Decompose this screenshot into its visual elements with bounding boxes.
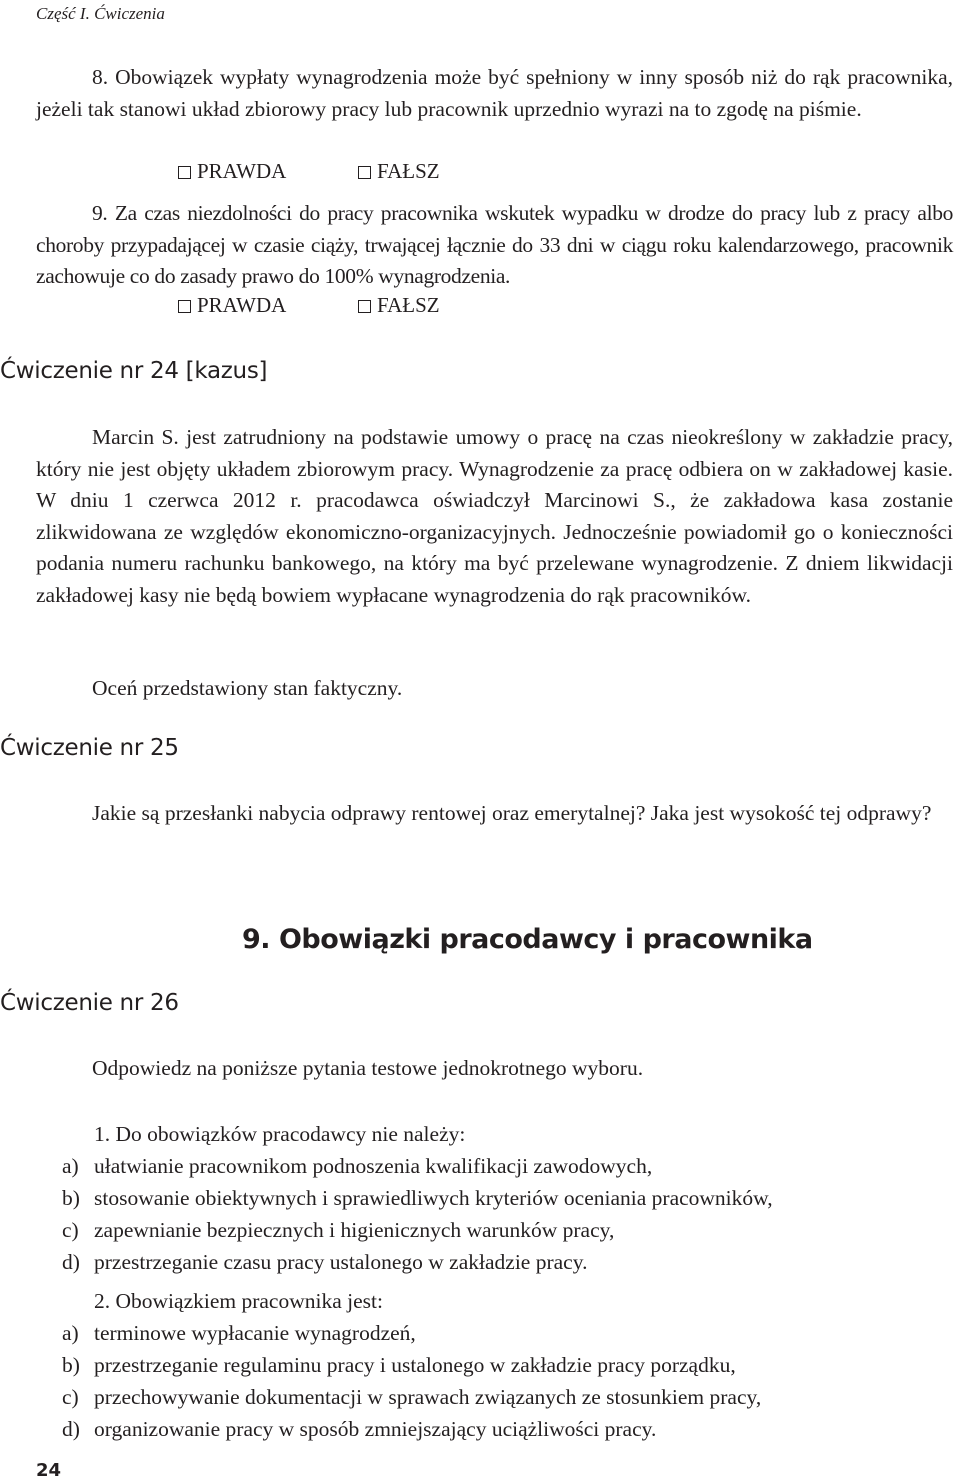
- true-label: PRAWDA: [197, 159, 287, 183]
- question-8-false-option[interactable]: [358, 158, 440, 184]
- true-label: PRAWDA: [197, 293, 287, 317]
- option-text: przestrzeganie czasu pracy ustalonego w zakładzie pracy.: [94, 1250, 588, 1274]
- exercise-26-heading: Ćwiczenie nr 26: [0, 990, 179, 1016]
- question-9-true-option[interactable]: [178, 293, 286, 317]
- false-label: FAŁSZ: [377, 159, 440, 183]
- checkbox-icon[interactable]: [358, 166, 371, 179]
- option-letter: d): [62, 1417, 80, 1441]
- option-text: ułatwianie pracownikom podnoszenia kwalifikacji zawodowych,: [94, 1154, 653, 1178]
- question-9-choices: [178, 292, 440, 318]
- option-letter: c): [62, 1218, 79, 1242]
- option-text: organizowanie pracy w sposób zmniejszający uciążliwości pracy.: [94, 1417, 657, 1441]
- exercise-24-task: Oceń przedstawiony stan faktyczny.: [92, 676, 403, 700]
- option-letter: a): [62, 1321, 79, 1345]
- option-letter: d): [62, 1250, 80, 1274]
- false-label: FAŁSZ: [377, 293, 440, 317]
- exercise-24-case-text: Marcin S. jest zatrudniony na podstawie umowy o pracę na czas nieokreślony w zakładzie pracy, który nie jest objęty układem zbiorowym pracy. Wynagrodzenie za pracę odbiera on w zakładowej kasie. W dniu 1 czerwca 2012 r. pracodawca oświadczył Marcinowi S., że zakładowa kasa zostanie zlikwidowana ze względów ekonomiczno-organizacyjnych. Jednocześnie powiadomił go o konieczności podania numeru rachunku bankowego, na który ma być przelewane wynagrodzenie. Z dniem likwidacji zakładowej kasy nie będą bowiem wypłacane wynagrodzenia do rąk pracowników.: [36, 425, 953, 607]
- question-9-text: 9. Za czas niezdolności do pracy pracownika wskutek wypadku w drodze do pracy lub z pracy albo choroby przypadającej w czasie ciąży, trwającej łącznie do 33 dni w ciągu roku kalendarzowego, pracownik zachowuje co do zasady prawo do 100% wynagrodzenia.: [36, 201, 953, 288]
- option-letter: b): [62, 1186, 80, 1210]
- question-stem: 2. Obowiązkiem pracownika jest:: [94, 1289, 383, 1313]
- exercise-25-heading: Ćwiczenie nr 25: [0, 735, 179, 761]
- option-text: przechowywanie dokumentacji w sprawach związanych ze stosunkiem pracy,: [94, 1385, 762, 1409]
- question-8-text: 8. Obowiązek wypłaty wynagrodzenia może być spełniony w inny sposób niż do rąk pracownika, jeżeli tak stanowi układ zbiorowy pracy lub pracownik uprzednio wyrazi na to zgodę na piśmie.: [36, 65, 953, 121]
- option-text: stosowanie obiektywnych i sprawiedliwych kryteriów oceniania pracowników,: [94, 1186, 773, 1210]
- exercise-24-heading: Ćwiczenie nr 24 [kazus]: [0, 358, 268, 384]
- question-8-true-option[interactable]: [178, 159, 286, 183]
- question-9-false-option[interactable]: [358, 292, 440, 318]
- option-letter: a): [62, 1154, 79, 1178]
- option-letter: c): [62, 1385, 79, 1409]
- option-letter: b): [62, 1353, 80, 1377]
- chapter-title: 9. Obowiązki pracodawcy i pracownika: [242, 924, 813, 955]
- option-text: terminowe wypłacanie wynagrodzeń,: [94, 1321, 416, 1345]
- test-question-2: [36, 1285, 953, 1445]
- question-8-choices: [178, 158, 440, 184]
- exercise-25-question: Jakie są przesłanki nabycia odprawy rentowej oraz emerytalnej? Jaka jest wysokość tej odprawy?: [92, 801, 932, 825]
- page-number: 24: [36, 1460, 62, 1481]
- exercise-26-instruction: Odpowiedz na poniższe pytania testowe jednokrotnego wyboru.: [92, 1056, 644, 1080]
- checkbox-icon[interactable]: [178, 300, 191, 313]
- question-stem: 1. Do obowiązków pracodawcy nie należy:: [94, 1122, 466, 1146]
- checkbox-icon[interactable]: [178, 166, 191, 179]
- test-question-1: [36, 1118, 953, 1278]
- running-head: Część I. Ćwiczenia: [36, 4, 165, 23]
- option-text: zapewnianie bezpiecznych i higienicznych warunków pracy,: [94, 1218, 615, 1242]
- checkbox-icon[interactable]: [358, 300, 371, 313]
- option-text: przestrzeganie regulaminu pracy i ustalonego w zakładzie pracy porządku,: [94, 1353, 736, 1377]
